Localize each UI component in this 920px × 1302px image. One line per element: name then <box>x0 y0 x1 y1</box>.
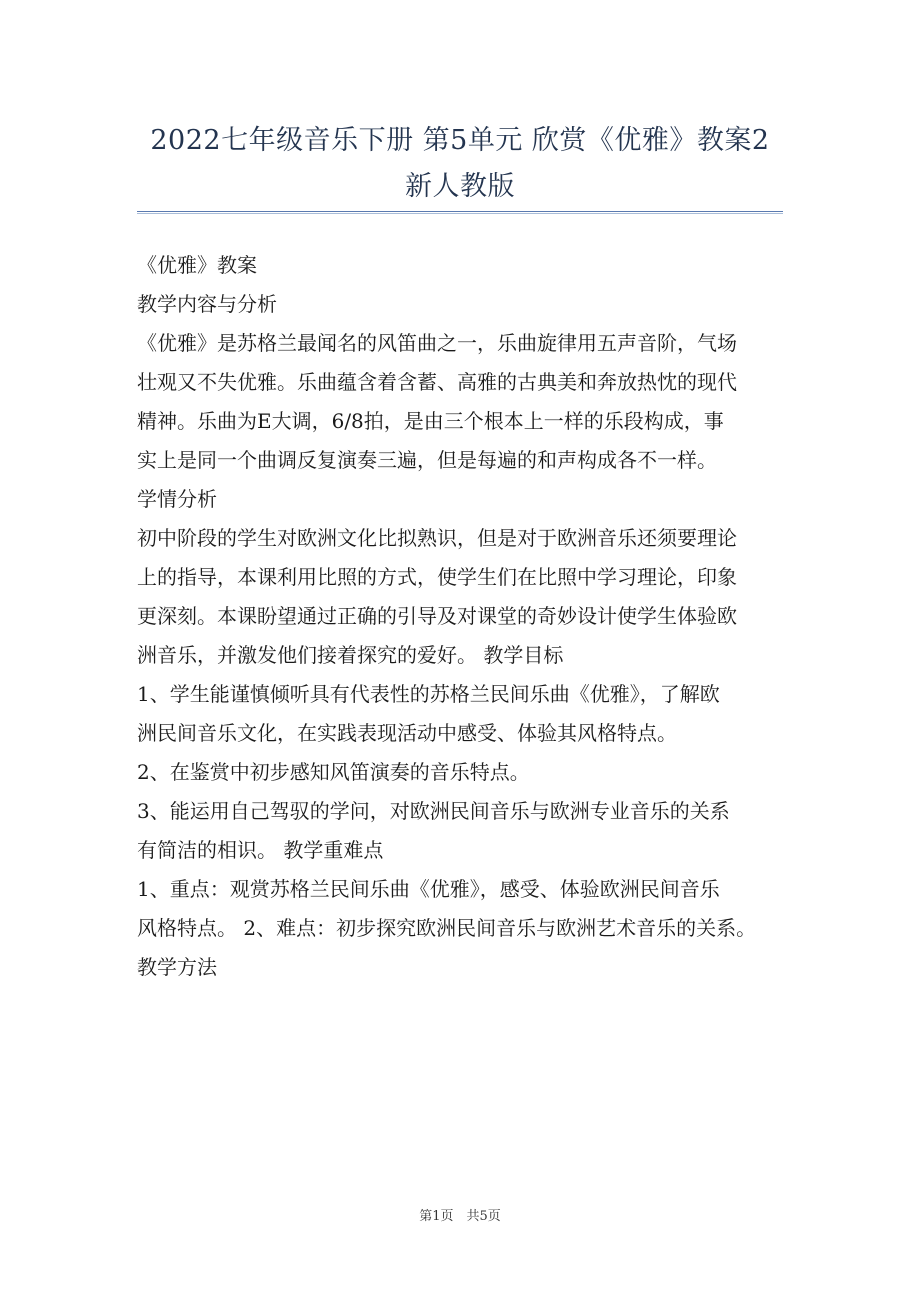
title-line-2: 新人教版 <box>405 171 515 202</box>
body-line: 学情分析 <box>137 487 217 511</box>
body-line: 有简洁的相识。 教学重难点 <box>137 838 384 862</box>
body-line: 壮观又不失优雅。乐曲蕴含着含蓄、高雅的古典美和奔放热忱的现代 <box>137 370 737 394</box>
title-line-1: 2022七年级音乐下册 第5单元 欣赏《优雅》教案2 <box>150 125 770 156</box>
body-line: 1、学生能谨慎倾听具有代表性的苏格兰民间乐曲《优雅》，了解欧 <box>137 682 720 706</box>
body-line: 《优雅》教案 <box>137 253 257 277</box>
title-divider <box>137 211 783 214</box>
body-line: 教学方法 <box>137 955 217 979</box>
body-line: 《优雅》是苏格兰最闻名的风笛曲之一，乐曲旋律用五声音阶，气场 <box>137 331 737 355</box>
body-line: 精神。乐曲为E大调，6/8拍，是由三个根本上一样的乐段构成，事 <box>137 409 724 433</box>
body-line: 洲音乐，并激发他们接着探究的爱好。 教学目标 <box>137 643 564 667</box>
body-line: 风格特点。 2、难点：初步探究欧洲民间音乐与欧洲艺术音乐的关系。 <box>137 916 757 940</box>
body-line: 3、能运用自己驾驭的学问，对欧洲民间音乐与欧洲专业音乐的关系 <box>137 799 730 823</box>
body-line: 上的指导，本课利用比照的方式，使学生们在比照中学习理论，印象 <box>137 565 737 589</box>
body-line: 实上是同一个曲调反复演奏三遍，但是每遍的和声构成各不一样。 <box>137 448 717 472</box>
document-title <box>100 118 820 210</box>
page-footer: 第1页 共5页 <box>419 1209 501 1224</box>
body-line: 2、在鉴赏中初步感知风笛演奏的音乐特点。 <box>137 760 530 784</box>
document-body <box>137 246 787 987</box>
body-line: 1、重点：观赏苏格兰民间乐曲《优雅》，感受、体验欧洲民间音乐 <box>137 877 720 901</box>
body-line: 教学内容与分析 <box>137 292 277 316</box>
body-line: 洲民间音乐文化，在实践表现活动中感受、体验其风格特点。 <box>137 721 677 745</box>
body-line: 初中阶段的学生对欧洲文化比拟熟识，但是对于欧洲音乐还须要理论 <box>137 526 737 550</box>
body-line: 更深刻。本课盼望通过正确的引导及对课堂的奇妙设计使学生体验欧 <box>137 604 737 628</box>
